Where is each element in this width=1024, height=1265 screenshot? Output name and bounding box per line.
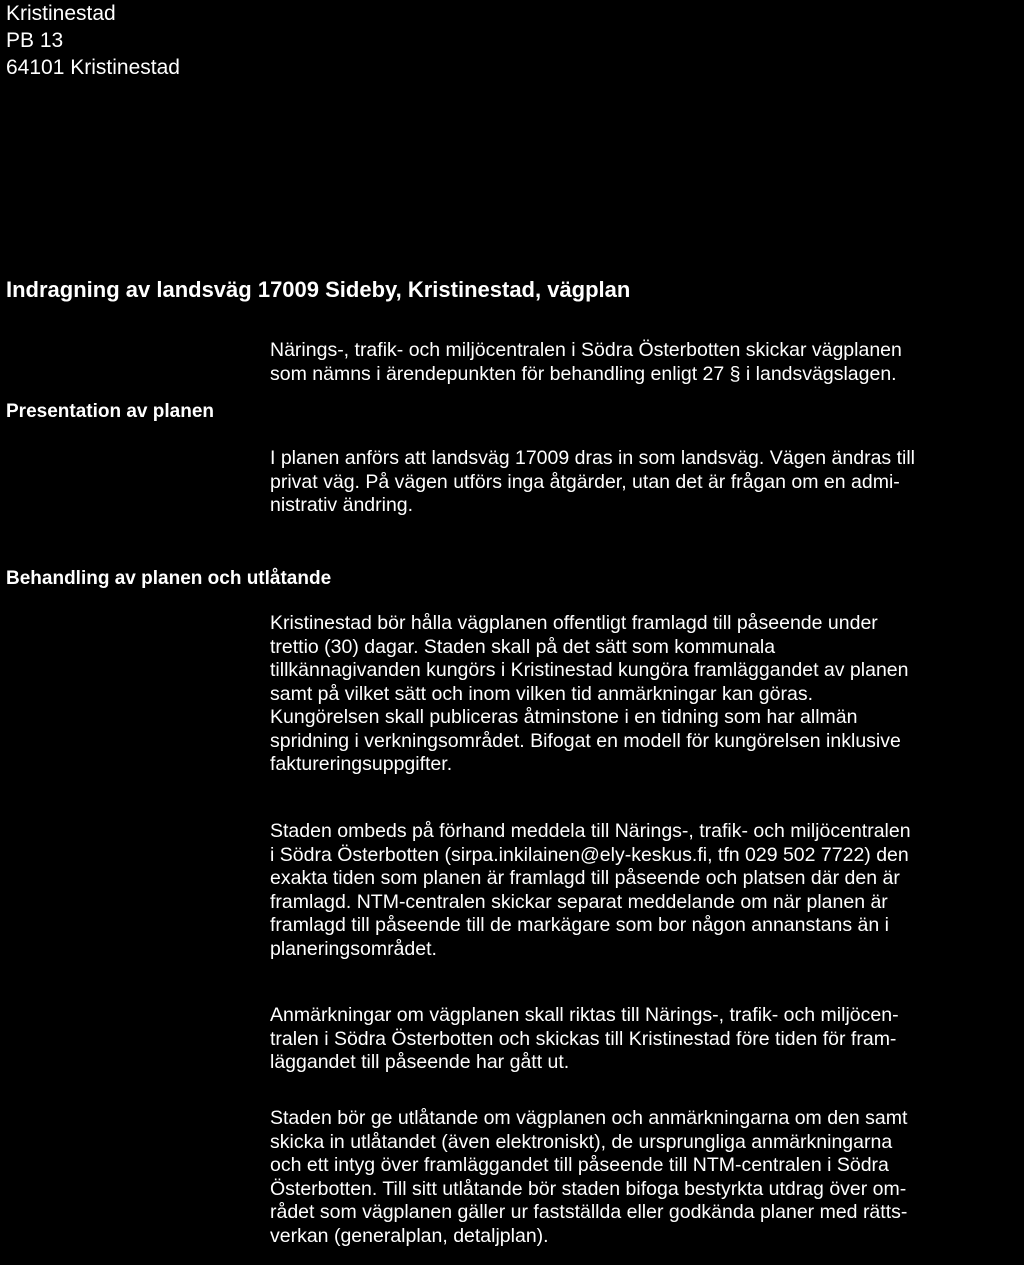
paragraph-line: framlagd. NTM-centralen skickar separat meddelande om när planen är (270, 890, 888, 913)
paragraph-line: spridning i verkningsområdet. Bifogat en modell för kungörelsen inklusive (270, 729, 901, 752)
paragraph-line: verkan (generalplan, detaljplan). (270, 1224, 549, 1247)
paragraph-line: nistrativ ändring. (270, 494, 414, 516)
paragraph-line: trettio (30) dagar. Staden skall på det sätt som kommunala (270, 635, 776, 658)
paragraph-line: samt på vilket sätt och inom vilken tid anmärkningar kan göras. (270, 682, 814, 705)
paragraph-intro (270, 339, 1020, 386)
treatment-heading: Behandling av planen och utlåtande (6, 568, 332, 589)
address-line-1: Kristinestad (6, 2, 116, 25)
address-line-3: 64101 Kristinestad (6, 56, 180, 79)
paragraph-line: Staden ombeds på förhand meddela till Närings-, trafik- och miljöcentralen (270, 820, 911, 842)
paragraph-line: Närings-, trafik- och miljöcentralen i Södra Österbotten skickar vägplanen (270, 339, 902, 361)
presentation-heading: Presentation av planen (6, 401, 215, 422)
paragraph-line: Anmärkningar om vägplanen skall riktas till Närings-, trafik- och miljöcen- (270, 1004, 899, 1026)
paragraph-line: exakta tiden som planen är framlagd till påseende och platsen där den är (270, 867, 900, 889)
paragraph-remarks (270, 1004, 1020, 1075)
paragraph-statement (270, 1107, 1020, 1248)
paragraph-line: framlagd till påseende till de markägare som bor någon annanstans än i (270, 914, 889, 936)
paragraph-line: rådet som vägplanen gäller ur fastställda eller godkända planer med rätts- (270, 1201, 908, 1223)
paragraph-line: läggandet till påseende har gått ut. (270, 1051, 570, 1073)
address-line-2: PB 13 (6, 29, 64, 52)
paragraph-line: privat väg. På vägen utförs inga åtgärder, utan det är frågan om en admi- (270, 470, 900, 493)
document-title: Indragning av landsväg 17009 Sideby, Kristinestad, vägplan (6, 277, 631, 302)
paragraph-line: Österbotten. Till sitt utlåtande bör staden bifoga bestyrkta utdrag över om- (270, 1177, 907, 1200)
paragraph-line: skicka in utlåtandet (även elektroniskt), de ursprungliga anmärkningarna (270, 1130, 893, 1153)
paragraph-line: faktureringsuppgifter. (270, 753, 453, 775)
paragraph-line: I planen anförs att landsväg 17009 dras in som landsväg. Vägen ändras till (270, 447, 915, 469)
paragraph-display (270, 612, 1020, 777)
paragraph-line: tralen i Södra Österbotten och skickas till Kristinestad före tiden för fram- (270, 1027, 897, 1050)
paragraph-line: och ett intyg över framläggandet till påseende till NTM-centralen i Södra (270, 1154, 889, 1176)
paragraph-line: Kristinestad bör hålla vägplanen offentligt framlagd till påseende under (270, 612, 878, 634)
paragraph-line: Kungörelsen skall publiceras åtminstone i en tidning som har allmän (270, 706, 858, 728)
paragraph-line: tillkännagivanden kungörs i Kristinestad kungöra framläggandet av planen (270, 659, 909, 681)
paragraph-notify (270, 820, 1020, 961)
paragraph-line: Staden bör ge utlåtande om vägplanen och anmärkningarna om den samt (270, 1107, 908, 1129)
paragraph-line: planeringsområdet. (270, 937, 437, 960)
paragraph-line: som nämns i ärendepunkten för behandling enligt 27 § i landsvägslagen. (270, 362, 897, 385)
recipient-address (6, 0, 180, 81)
paragraph-presentation (270, 447, 1020, 518)
paragraph-line: i Södra Österbotten (sirpa.inkilainen@ely-keskus.fi, tfn 029 502 7722) den (270, 843, 909, 866)
